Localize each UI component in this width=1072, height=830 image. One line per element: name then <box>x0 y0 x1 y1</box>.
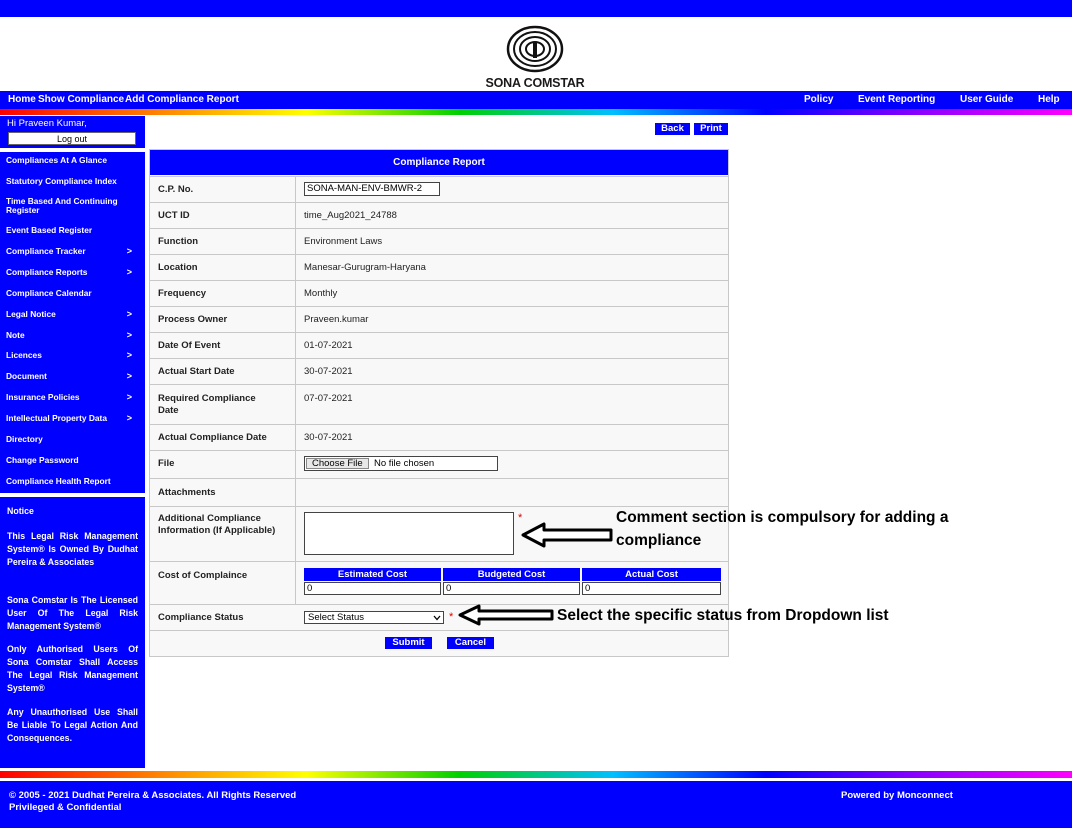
file-status-text: No file chosen <box>374 458 435 469</box>
additional-info-textarea[interactable] <box>304 512 514 555</box>
sidebar-item-legal-notice[interactable] <box>6 310 138 319</box>
sidebar-divider <box>0 493 145 497</box>
notice-title: Notice <box>7 506 34 516</box>
compliance-status-selected: Select Status <box>308 612 364 623</box>
header-logo-area <box>0 17 1072 91</box>
location-label: Location <box>158 262 198 273</box>
required-marker: * <box>518 512 523 524</box>
nav-show-compliance[interactable]: Show Compliance <box>38 94 125 105</box>
sidebar-item-document[interactable] <box>6 372 138 381</box>
actual-compliance-date-value: 30-07-2021 <box>304 432 353 443</box>
sidebar-item-licences[interactable] <box>6 351 138 360</box>
actual-compliance-date-label: Actual Compliance Date <box>158 432 267 443</box>
main-nav <box>0 91 1072 109</box>
sidebar-item-label: Directory <box>6 434 43 444</box>
budgeted-cost-header: Budgeted Cost <box>443 568 580 581</box>
date-of-event-value: 01-07-2021 <box>304 340 353 351</box>
sidebar-item-label: Compliance Tracker <box>6 246 86 256</box>
function-label: Function <box>158 236 199 247</box>
uct-id-value: time_Aug2021_24788 <box>304 210 397 221</box>
row-attachments <box>150 478 728 506</box>
nav-home[interactable]: Home <box>8 94 36 105</box>
sidebar-item-label: Time Based And Continuing Register <box>6 196 118 215</box>
required-marker: * <box>449 611 454 623</box>
row-process-owner <box>150 306 728 332</box>
budgeted-cost-input[interactable]: 0 <box>443 582 580 595</box>
top-bar <box>0 0 1072 17</box>
compliance-status-label: Compliance Status <box>158 612 244 623</box>
date-of-event-label: Date Of Event <box>158 340 221 351</box>
logout-button[interactable]: Log out <box>8 132 136 145</box>
file-label: File <box>158 458 175 469</box>
sidebar-item-statutory-compliance-index[interactable] <box>6 177 138 186</box>
sidebar-item-directory[interactable] <box>6 435 138 444</box>
row-function <box>150 228 728 254</box>
function-value: Environment Laws <box>304 236 383 247</box>
row-actual-compliance-date <box>150 424 728 450</box>
chevron-down-icon <box>433 615 441 621</box>
submit-button[interactable]: Submit <box>385 637 432 649</box>
row-file <box>150 450 728 478</box>
estimated-cost-input[interactable]: 0 <box>304 582 441 595</box>
sidebar-item-label: Legal Notice <box>6 309 56 319</box>
chevron-right-icon: > <box>126 413 132 423</box>
row-cp-no <box>150 176 728 202</box>
compliance-report-form <box>149 149 729 657</box>
estimated-cost-header: Estimated Cost <box>304 568 441 581</box>
sidebar-divider <box>0 148 145 152</box>
chevron-right-icon: > <box>126 392 132 402</box>
choose-file-button[interactable]: Choose File <box>306 458 369 469</box>
print-button[interactable]: Print <box>694 123 728 135</box>
chevron-right-icon: > <box>126 350 132 360</box>
chevron-right-icon: > <box>126 246 132 256</box>
additional-info-label: Additional Compliance Information (If Applicable) <box>158 513 276 536</box>
sidebar-item-label: Compliance Health Report <box>6 476 111 486</box>
actual-start-date-value: 30-07-2021 <box>304 366 353 377</box>
cp-no-field[interactable]: SONA-MAN-ENV-BMWR-2 <box>304 182 440 196</box>
chevron-right-icon: > <box>126 330 132 340</box>
sidebar-item-label: Compliance Calendar <box>6 288 92 298</box>
sidebar-item-compliance-reports[interactable] <box>6 268 138 277</box>
report-title: Compliance Report <box>150 150 728 175</box>
notice-text-ownership: This Legal Risk Management System® Is Owned By Dudhat Pereira & Associates <box>7 531 138 567</box>
row-date-of-event <box>150 332 728 358</box>
location-value: Manesar-Gurugram-Haryana <box>304 262 426 273</box>
sidebar-item-label: Compliance Reports <box>6 267 88 277</box>
process-owner-value: Praveen.kumar <box>304 314 369 325</box>
frequency-label: Frequency <box>158 288 207 299</box>
frequency-value: Monthly <box>304 288 338 299</box>
compliance-status-select[interactable] <box>304 611 444 624</box>
actual-start-date-label: Actual Start Date <box>158 366 235 377</box>
notice-text-unauthorised-use: Any Unauthorised Use Shall Be Liable To Legal Action And Consequences. <box>7 707 138 743</box>
annotation-comment-line1: Comment section is compulsory for adding a <box>616 509 949 526</box>
nav-policy[interactable]: Policy <box>804 94 834 105</box>
process-owner-label: Process Owner <box>158 314 228 325</box>
sidebar-item-label: Document <box>6 371 47 381</box>
sidebar <box>0 116 145 768</box>
sona-comstar-logo-icon <box>505 25 565 75</box>
nav-help[interactable]: Help <box>1038 94 1060 105</box>
row-location <box>150 254 728 280</box>
nav-add-compliance-report[interactable]: Add Compliance Report <box>125 94 239 105</box>
row-cost <box>150 561 728 604</box>
sidebar-item-insurance-policies[interactable] <box>6 393 138 402</box>
row-frequency <box>150 280 728 306</box>
row-actions <box>150 630 728 657</box>
sidebar-item-time-based-register[interactable] <box>6 197 124 214</box>
sidebar-item-compliance-tracker[interactable] <box>6 247 138 256</box>
cp-no-label: C.P. No. <box>158 184 194 195</box>
sidebar-item-label: Statutory Compliance Index <box>6 176 117 186</box>
nav-event-reporting[interactable]: Event Reporting <box>858 94 936 105</box>
sidebar-item-label: Licences <box>6 350 42 360</box>
row-uct-id <box>150 202 728 228</box>
actual-cost-header: Actual Cost <box>582 568 721 581</box>
sidebar-item-compliance-calendar[interactable] <box>6 289 138 298</box>
user-greeting: Hi Praveen Kumar, <box>7 118 87 129</box>
actual-cost-input[interactable]: 0 <box>582 582 721 595</box>
sidebar-item-compliances-at-a-glance[interactable] <box>6 156 138 165</box>
footer-copyright: © 2005 - 2021 Dudhat Pereira & Associates. All Rights Reserved <box>9 790 297 801</box>
annotation-comment-line2: compliance <box>616 532 702 549</box>
sidebar-item-label: Insurance Policies <box>6 392 80 402</box>
footer-confidential: Privileged & Confidential <box>9 802 122 813</box>
sidebar-item-label: Compliances At A Glance <box>6 155 107 165</box>
notice-text-authorised-users: Only Authorised Users Of Sona Comstar Shall Access The Legal Risk Management System® <box>7 644 138 693</box>
sidebar-item-note[interactable] <box>6 331 138 340</box>
row-actual-start-date <box>150 358 728 384</box>
sidebar-item-event-based-register[interactable] <box>6 226 138 235</box>
cancel-button[interactable]: Cancel <box>447 637 494 649</box>
sidebar-item-label: Event Based Register <box>6 225 93 235</box>
cost-table <box>304 568 721 598</box>
footer-powered-by[interactable]: Powered by Monconnect <box>841 790 953 801</box>
footer <box>0 781 1072 828</box>
sidebar-item-label: Change Password <box>6 455 79 465</box>
uct-id-label: UCT ID <box>158 210 190 221</box>
annotation-comment-compulsory <box>616 506 948 552</box>
brand-name: SONA COMSTAR <box>485 76 585 90</box>
required-compliance-date-value: 07-07-2021 <box>304 393 353 404</box>
sidebar-item-label: Intellectual Property Data <box>6 413 107 423</box>
chevron-right-icon: > <box>126 371 132 381</box>
sidebar-item-label: Note <box>6 330 25 340</box>
notice-text-licensed-user: Sona Comstar Is The Licensed User Of The Legal Risk Management System® <box>7 595 138 631</box>
file-input[interactable] <box>304 456 498 471</box>
chevron-right-icon: > <box>126 267 132 277</box>
sidebar-item-compliance-health-report[interactable] <box>6 477 138 486</box>
annotation-select-status: Select the specific status from Dropdown list <box>557 607 889 624</box>
arrow-left-icon <box>520 521 614 549</box>
required-compliance-date-label: Required Compliance Date <box>158 393 256 416</box>
rainbow-divider-top <box>0 109 1072 115</box>
sidebar-item-intellectual-property-data[interactable] <box>6 414 138 423</box>
rainbow-divider-bottom <box>0 771 1072 778</box>
nav-user-guide[interactable]: User Guide <box>960 94 1014 105</box>
cost-label: Cost of Complaince <box>158 570 248 581</box>
chevron-right-icon: > <box>126 309 132 319</box>
attachments-label: Attachments <box>158 487 216 498</box>
row-required-compliance-date <box>150 384 728 424</box>
sidebar-item-change-password[interactable] <box>6 456 138 465</box>
arrow-left-icon <box>457 603 555 627</box>
back-button[interactable]: Back <box>655 123 690 135</box>
